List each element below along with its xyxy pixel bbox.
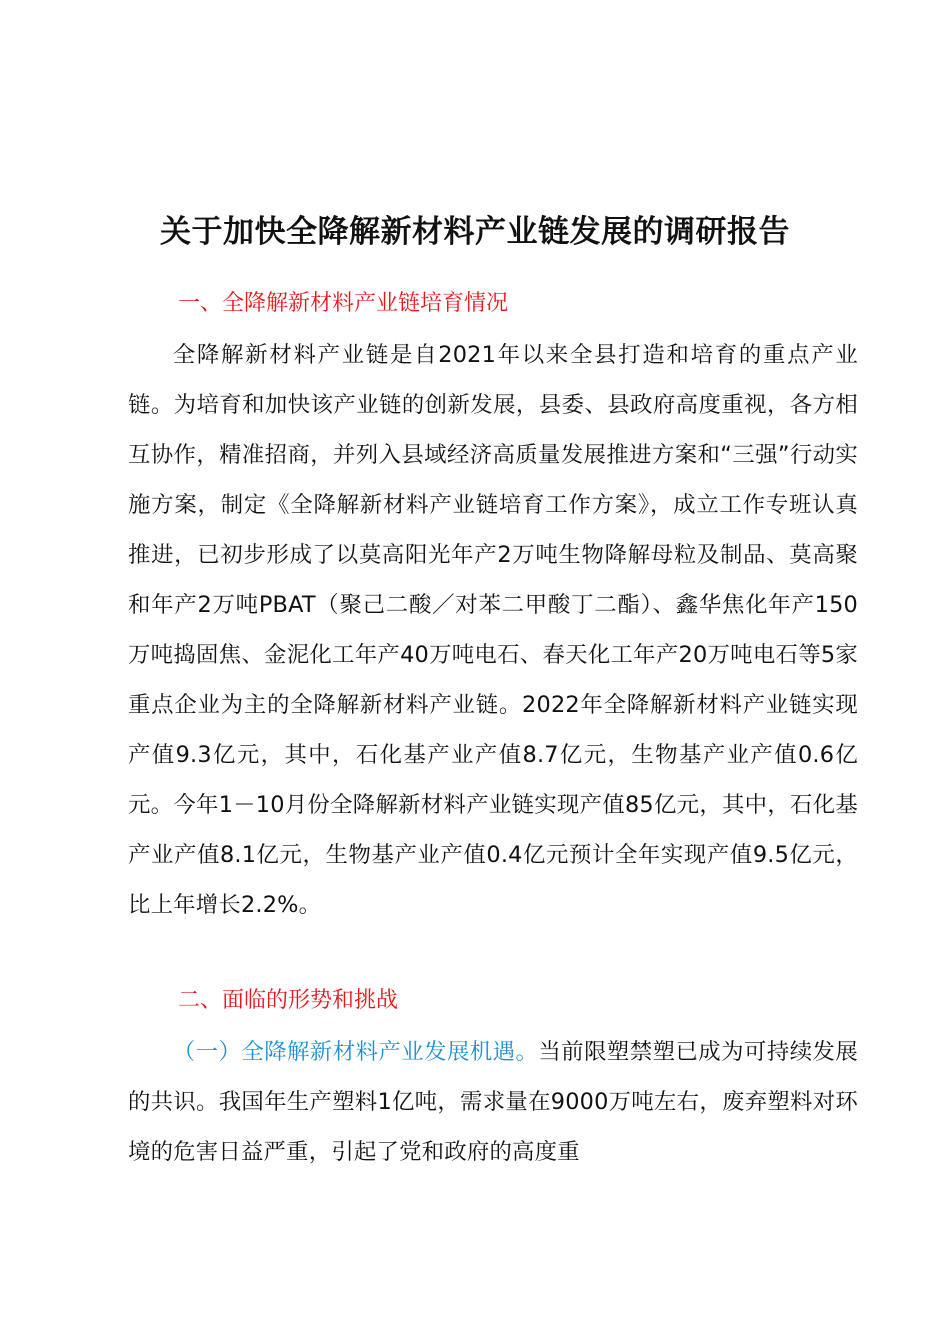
section1-heading: 一、全降解新材料产业链培育情况 [178, 291, 509, 316]
section2-paragraph [128, 1027, 858, 1177]
section2-heading: 二、面临的形势和挑战 [178, 988, 399, 1013]
section2-sub-heading: （一）全降解新材料产业发展机遇。 [172, 1039, 539, 1065]
section2-paragraph-text: 当前限塑禁塑已成为可持续发展的共识。我国年生产塑料1亿吨，需求量在9000万吨左右，废弃塑料对环境的危害日益严重，引起了党和政府的高度重 [128, 1039, 858, 1165]
section1-paragraph: 全降解新材料产业链是自2021年以来全县打造和培育的重点产业链。为培育和加快该产业链的创新发展，县委、县政府高度重视，各方相互协作，精准招商，并列入县域经济高质量发展推进方案和“三强”行动实施方案，制定《全降解新材料产业链培育工作方案》，成立工作专班认真推进，已初步形成了以莫高阳光年产2万吨生物降解母粒及制品、莫高聚和年产2万吨PBAT（聚己二酸／对苯二甲酸丁二酯）、鑫华焦化年产150万吨捣固焦、金泥化工年产40万吨电石、春天化工年产20万吨电石等5家重点企业为主的全降解新材料产业链。2022年全降解新材料产业链实现产值9.3亿元，其中，石化基产业产值8.7亿元，生物基产业产值0.6亿元。今年1－10月份全降解新材料产业链实现产值85亿元，其中，石化基产业产值8.1亿元，生物基产业产值0.4亿元预计全年实现产值9.5亿元，比上年增长2.2%。 [128, 342, 858, 918]
document-title: 关于加快全降解新材料产业链发展的调研报告 [160, 214, 790, 250]
